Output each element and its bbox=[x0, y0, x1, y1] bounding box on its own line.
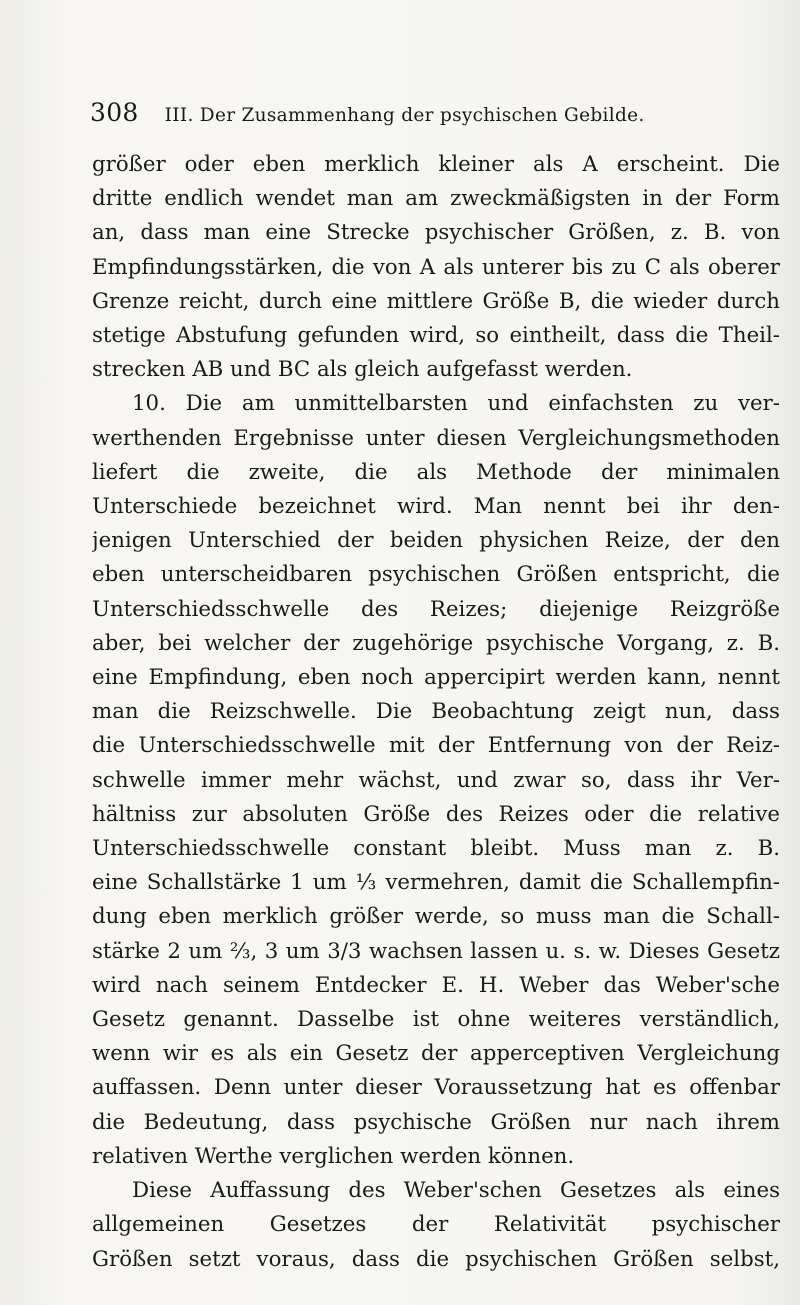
text-line: allgemeinen Gesetzes der Relativität psychischer bbox=[92, 1212, 780, 1238]
running-header bbox=[90, 98, 645, 127]
text-line: schwelle immer mehr wächst, und zwar so, dass ihr Ver- bbox=[92, 767, 780, 793]
text-line: eine Schallstärke 1 um ⅓ vermehren, damit die Schallempfin- bbox=[92, 870, 780, 896]
text-line: Unterschiedsschwelle des Reizes; diejenige Reizgröße bbox=[92, 596, 780, 622]
text-line: dritte endlich wendet man am zweckmäßigsten in der Form bbox=[92, 186, 780, 212]
text-line: Grenze reicht, durch eine mittlere Größe B, die wieder durch bbox=[92, 288, 780, 314]
text-line: auffassen. Denn unter dieser Voraussetzung hat es offenbar bbox=[92, 1075, 780, 1101]
text-line: wird nach seinem Entdecker E. H. Weber das Weber'sche bbox=[92, 972, 780, 998]
text-line: die Unterschiedsschwelle mit der Entfernung von der Reiz- bbox=[92, 733, 780, 759]
text-line: jenigen Unterschied der beiden physichen Reize, der den bbox=[92, 528, 780, 554]
body-text bbox=[92, 148, 780, 1277]
text-line: Gesetz genannt. Dasselbe ist ohne weiteres verständlich, bbox=[92, 1007, 780, 1033]
text-line: stetige Abstufung gefunden wird, so eintheilt, dass die Theil- bbox=[92, 323, 780, 349]
text-line: die Bedeutung, dass psychische Größen nur nach ihrem bbox=[92, 1109, 780, 1135]
text-line: größer oder eben merklich kleiner als A erscheint. Die bbox=[92, 152, 780, 177]
text-line: hältniss zur absoluten Größe des Reizes oder die relative bbox=[92, 801, 780, 827]
text-line: Empfindungsstärken, die von A als unterer bis zu C als oberer bbox=[92, 254, 780, 280]
text-line: man die Reizschwelle. Die Beobachtung zeigt nun, dass bbox=[92, 699, 780, 725]
text-line: aber, bei welcher der zugehörige psychische Vorgang, z. B. bbox=[92, 630, 780, 656]
text-line: wenn wir es als ein Gesetz der apperceptiven Vergleichung bbox=[92, 1041, 780, 1067]
text-line: liefert die zweite, die als Methode der minimalen bbox=[92, 459, 780, 485]
text-line: 10. Die am unmittelbarsten und einfachsten zu ver- bbox=[132, 391, 780, 417]
text-line: Unterschiede bezeichnet wird. Man nennt bei ihr den- bbox=[92, 494, 780, 520]
text-line: Größen setzt voraus, dass die psychischen Größen selbst, bbox=[92, 1246, 780, 1272]
text-line: eben unterscheidbaren psychischen Größen entspricht, die bbox=[92, 562, 780, 588]
text-line: relativen Werthe verglichen werden können. bbox=[92, 1143, 575, 1169]
text-line: Diese Auffassung des Weber'schen Gesetzes als eines bbox=[132, 1178, 780, 1204]
text-line: eine Empfindung, eben noch appercipirt werden kann, nennt bbox=[92, 665, 780, 691]
text-line: Unterschiedsschwelle constant bleibt. Muss man z. B. bbox=[92, 836, 780, 862]
text-line: werthenden Ergebnisse unter diesen Vergleichungsmethoden bbox=[92, 425, 780, 451]
text-line: stärke 2 um ⅔, 3 um 3/3 wachsen lassen u. s. w. Dieses Gesetz bbox=[92, 938, 780, 964]
text-line: dung eben merklich größer werde, so muss man die Schall- bbox=[92, 904, 780, 930]
running-title: III. Der Zusammenhang der psychischen Gebilde. bbox=[164, 105, 645, 126]
page-number: 308 bbox=[90, 98, 139, 127]
text-line: an, dass man eine Strecke psychischer Größen, z. B. von bbox=[92, 220, 780, 246]
text-line: strecken AB und BC als gleich aufgefasst werden. bbox=[92, 357, 633, 383]
